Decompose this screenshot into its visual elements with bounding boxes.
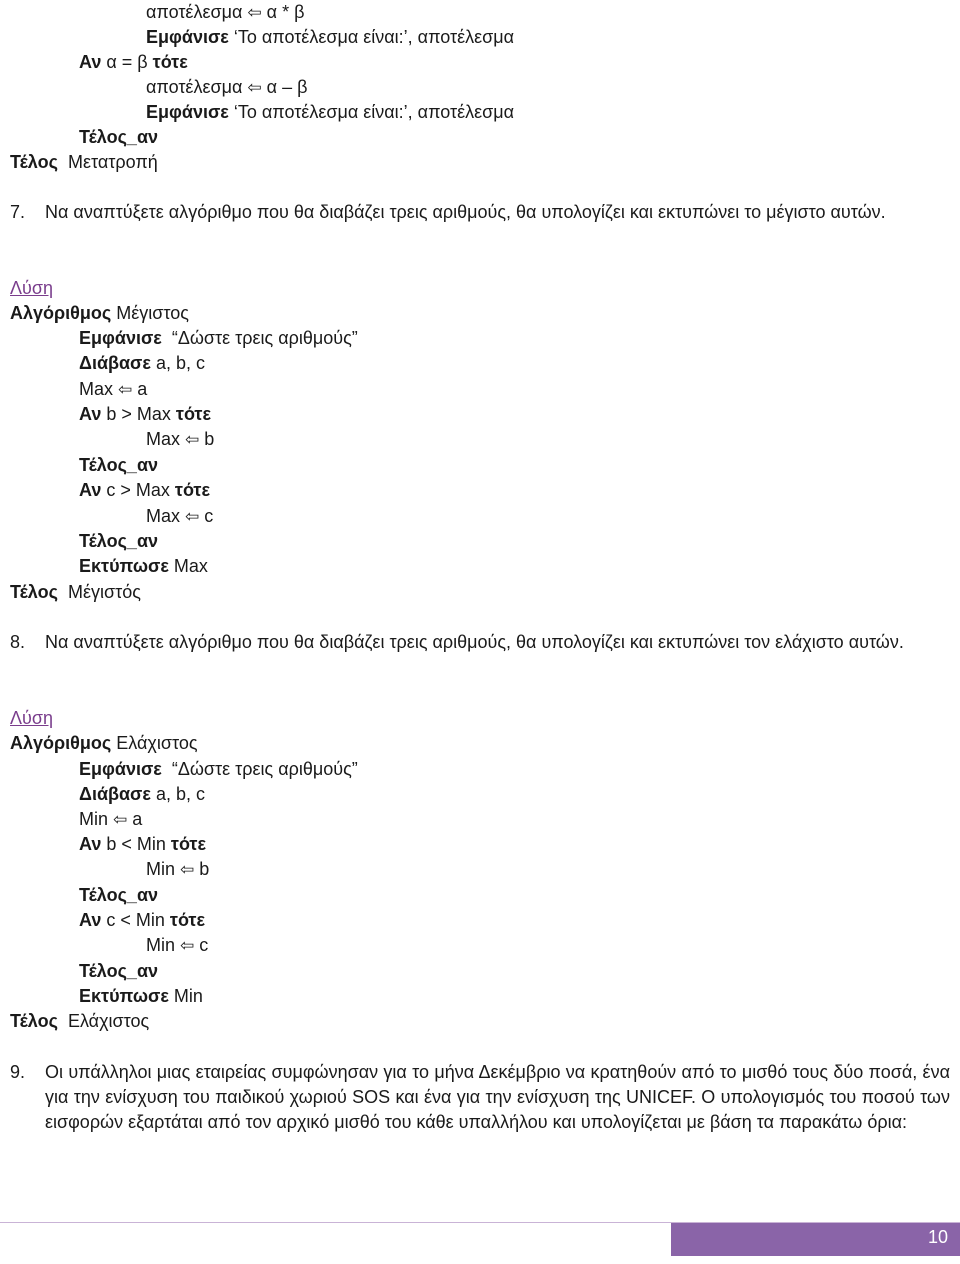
left-arrow-icon: ⇦ bbox=[185, 507, 200, 526]
code-line: Αλγόριθμος Μέγιστος bbox=[10, 303, 189, 323]
code-line: Εμφάνισε ‘Το αποτέλεσμα είναι:’, αποτέλεσμα bbox=[146, 102, 515, 122]
code-line: Αν c > Max τότε bbox=[79, 480, 211, 500]
code-line: Τέλος_αν bbox=[79, 885, 159, 905]
solution-heading: Λύση bbox=[10, 708, 53, 728]
code-line: Εμφάνισε ‘Το αποτέλεσμα είναι:’, αποτέλεσμα bbox=[146, 27, 515, 47]
exercise-8-statement: 8. Να αναπτύξετε αλγόριθμο που θα διαβάζει τρεις αριθμούς, θα υπολογίζει και εκτυπώνει τον ελάχιστο αυτών. bbox=[10, 632, 904, 652]
code-line: Εκτύπωσε Max bbox=[79, 556, 208, 576]
code-line: αποτέλεσμα ⇦ α * β bbox=[146, 2, 305, 22]
solution-heading: Λύση bbox=[10, 278, 53, 298]
code-line: Τέλος_αν bbox=[79, 961, 159, 981]
code-line: Τέλος_αν bbox=[79, 455, 159, 475]
exercise-9-statement: 9. Οι υπάλληλοι μιας εταιρείας συμφώνησαν για το μήνα Δεκέμβριο να κρατηθούν από το μισθό τους δύο ποσά, ένα για την ενίσχυση του παιδικού χωριού SOS και ένα για την ενίσχυση της UNICEF. Ο υπολογισμός του ποσού των εισφορών εξαρτάται από τον αρχικό μισθό του κάθε υπαλλήλου και υπολογίζεται με βάση τα παρακάτω όρια: bbox=[10, 1062, 950, 1132]
code-line: Αν α = β τότε bbox=[79, 52, 188, 72]
code-line: αποτέλεσμα ⇦ α – β bbox=[146, 77, 308, 97]
code-line: Min ⇦ a bbox=[79, 809, 143, 829]
code-line: Τέλος Ελάχιστος bbox=[10, 1011, 150, 1031]
code-line: Τέλος Μέγιστός bbox=[10, 582, 141, 602]
code-line: Εμφάνισε “Δώστε τρεις αριθμούς” bbox=[79, 759, 358, 779]
code-line: Εμφάνισε “Δώστε τρεις αριθμούς” bbox=[79, 328, 358, 348]
code-line: Τέλος_αν bbox=[79, 127, 159, 147]
code-line: Αν b < Min τότε bbox=[79, 834, 207, 854]
code-line: Max ⇦ b bbox=[146, 429, 215, 449]
left-arrow-icon: ⇦ bbox=[185, 430, 200, 449]
page-number: 10 bbox=[927, 1227, 948, 1247]
code-line: Διάβασε a, b, c bbox=[79, 784, 205, 804]
code-line: Εκτύπωσε Min bbox=[79, 986, 203, 1006]
code-line: Τέλος Μετατροπή bbox=[10, 152, 158, 172]
code-line: Διάβασε a, b, c bbox=[79, 353, 205, 373]
left-arrow-icon: ⇦ bbox=[118, 380, 133, 399]
code-line: Τέλος_αν bbox=[79, 531, 159, 551]
code-line: Max ⇦ a bbox=[79, 379, 148, 399]
left-arrow-icon: ⇦ bbox=[180, 860, 195, 879]
code-line: Αλγόριθμος Ελάχιστος bbox=[10, 733, 198, 753]
exercise-7-statement: 7. Να αναπτύξετε αλγόριθμο που θα διαβάζει τρεις αριθμούς, θα υπολογίζει και εκτυπώνει το μέγιστο αυτών. bbox=[10, 202, 886, 222]
footer-bar bbox=[671, 1223, 960, 1256]
code-line: Αν c < Min τότε bbox=[79, 910, 206, 930]
code-line: Αν b > Max τότε bbox=[79, 404, 212, 424]
left-arrow-icon: ⇦ bbox=[247, 78, 262, 97]
left-arrow-icon: ⇦ bbox=[180, 936, 195, 955]
code-line: Max ⇦ c bbox=[146, 506, 214, 526]
left-arrow-icon: ⇦ bbox=[247, 3, 262, 22]
code-line: Min ⇦ b bbox=[146, 859, 210, 879]
left-arrow-icon: ⇦ bbox=[113, 810, 128, 829]
code-line: Min ⇦ c bbox=[146, 935, 209, 955]
